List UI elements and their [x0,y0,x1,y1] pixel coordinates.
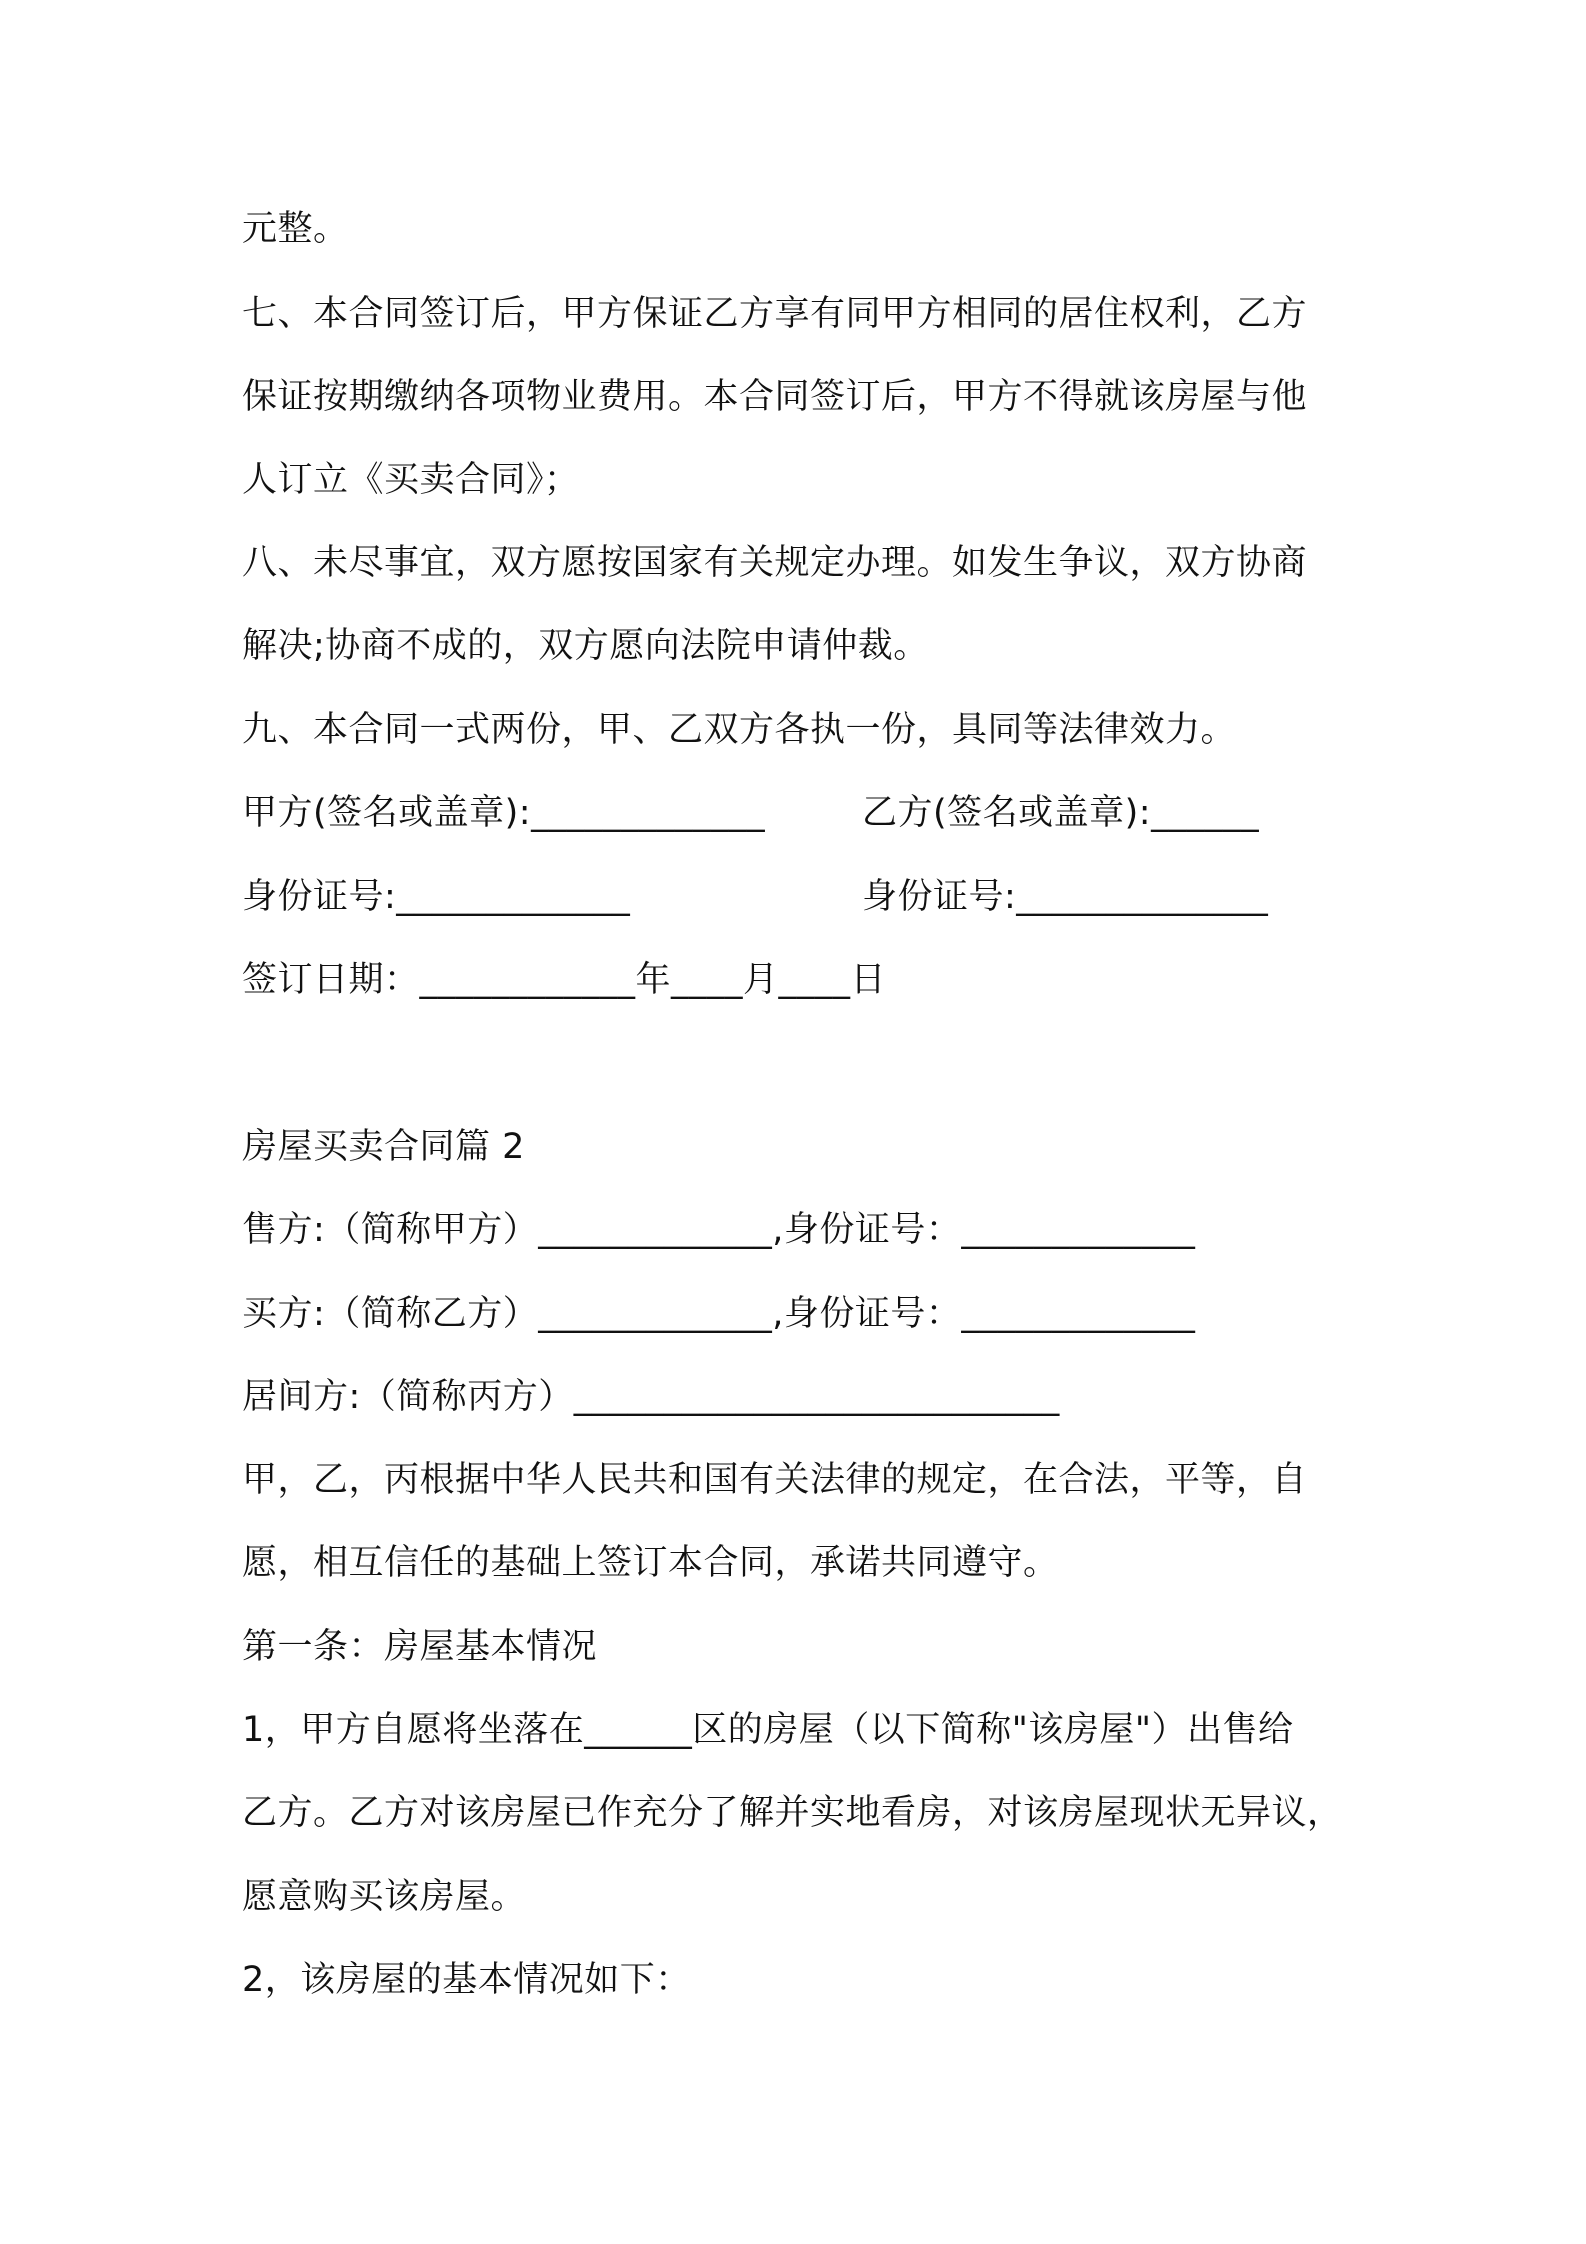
clause-8-line-1: 八、未尽事宜，双方愿按国家有关规定办理。如发生争议，双方协商 [242,543,1308,583]
party-a-signature: 甲方(签名或盖章):_____________ [242,793,766,833]
clause-8-line-2: 解决;协商不成的，双方愿向法院申请仲裁。 [242,626,929,666]
party-b-id: 身份证号:______________ [862,877,1269,917]
intro-line-2: 愿，相互信任的基础上签订本合同，承诺共同遵守。 [242,1543,1059,1583]
clause-9-line: 九、本合同一式两份，甲、乙双方各执一份，具同等法律效力。 [242,710,1237,750]
clause-7-line-3: 人订立《买卖合同》； [242,460,580,500]
party-a-id: 身份证号:_____________ [242,877,631,917]
item-1-line-2: 乙方。乙方对该房屋已作充分了解并实地看房，对该房屋现状无异议， [242,1793,1343,1833]
clause-7-line-1: 七、本合同签订后，甲方保证乙方享有同甲方相同的居住权利，乙方 [242,294,1308,334]
agent-line: 居间方:（简称丙方）___________________________ [242,1377,1060,1417]
article-1-title: 第一条：房屋基本情况 [242,1627,598,1667]
item-2-line: 2，该房屋的基本情况如下： [242,1960,691,2000]
signing-date: 签订日期：____________年____月____日 [242,960,887,1000]
text-line: 元整。 [242,209,349,249]
buyer-line: 买方:（简称乙方）_____________,身份证号：_____________ [242,1294,1196,1334]
section-title: 房屋买卖合同篇 2 [242,1127,525,1167]
item-1-line-3: 愿意购买该房屋。 [242,1877,527,1917]
seller-line: 售方:（简称甲方）_____________,身份证号：_____________ [242,1210,1196,1250]
intro-line-1: 甲，乙，丙根据中华人民共和国有关法律的规定，在合法，平等，自 [242,1460,1308,1500]
clause-7-line-2: 保证按期缴纳各项物业费用。本合同签订后，甲方不得就该房屋与他 [242,377,1308,417]
party-b-signature: 乙方(签名或盖章):______ [862,793,1260,833]
item-1-line-1: 1，甲方自愿将坐落在______区的房屋（以下简称"该房屋"）出售给 [242,1710,1294,1750]
